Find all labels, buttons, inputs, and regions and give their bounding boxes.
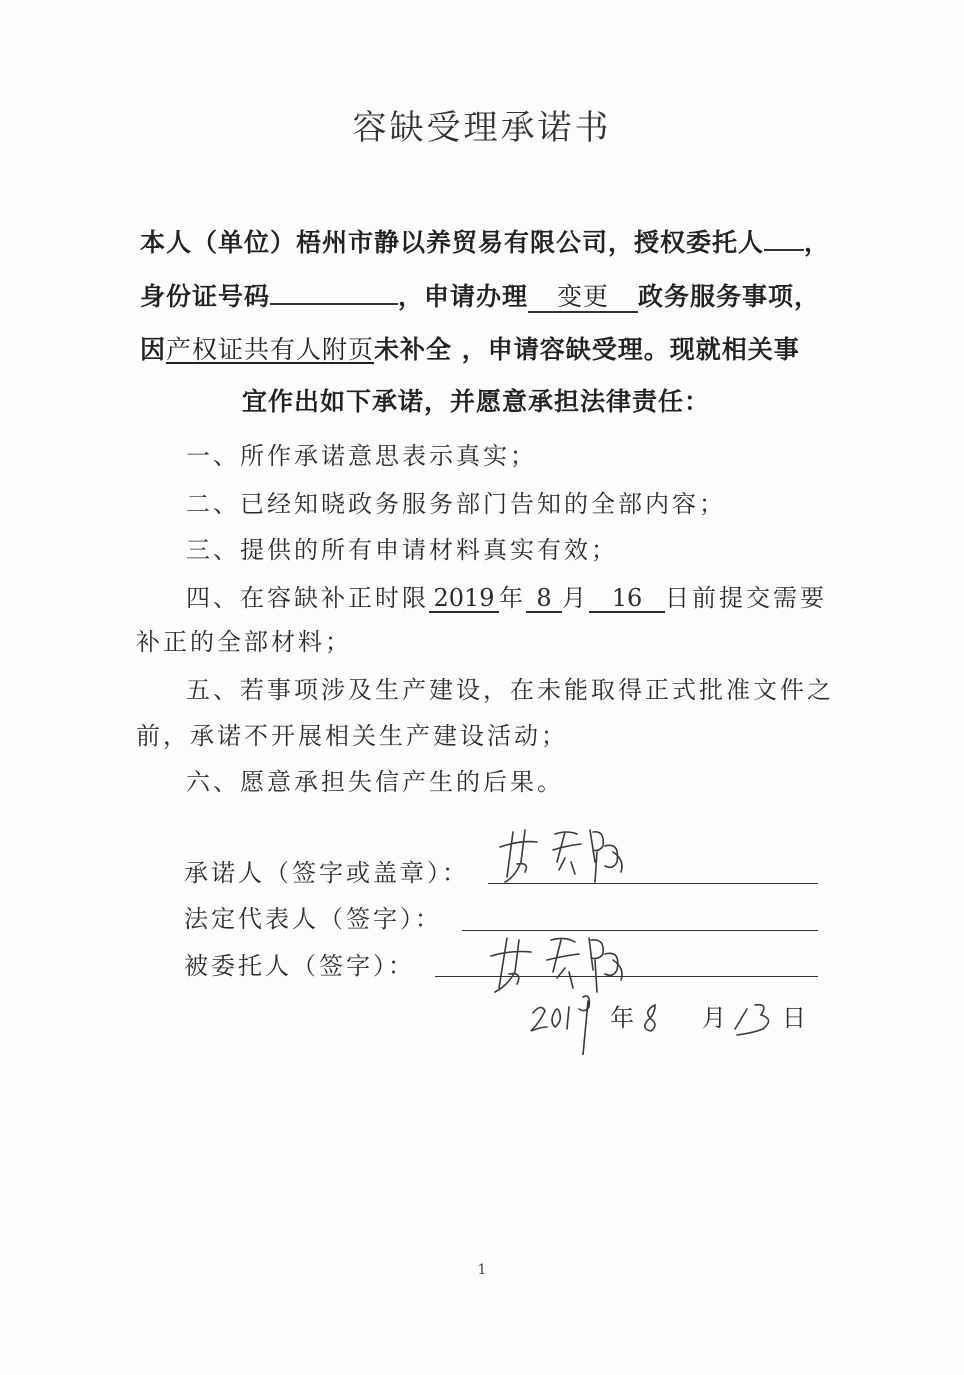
legal-representative-label: 法定代表人（签字）：	[184, 905, 442, 933]
intro-text: 因	[140, 335, 167, 364]
signature-year-label: 年	[610, 1004, 637, 1032]
signature-day-label: 日	[782, 1004, 809, 1032]
commitment-3: 三、提供的所有申请材料真实有效；	[186, 536, 618, 564]
intro-text: 本人（单位）梧州市静以养贸易有限公司，授权委托人	[140, 228, 765, 257]
promisor-signature	[495, 822, 655, 892]
intro-text: 身份证号码	[140, 282, 271, 311]
intro-text: ，	[804, 228, 831, 257]
intro-text: ，申请办理	[398, 282, 529, 311]
commitment-4-cont: 补正的全部材料；	[136, 628, 352, 656]
signature-date	[525, 985, 815, 1055]
document-title: 容缺受理承诺书	[352, 108, 612, 148]
commitment-text: 四、在容缺补正时限	[186, 584, 429, 612]
commitment-5: 五、若事项涉及生产建设，在未能取得正式批准文件之	[186, 676, 834, 704]
commitment-1: 一、所作承诺意思表示真实；	[186, 442, 537, 470]
deadline-month: 8	[526, 585, 562, 613]
deadline-year: 2019	[429, 585, 499, 613]
intro-line-4: 宜作出如下承诺，并愿意承担法律责任：	[242, 387, 711, 416]
commitment-text: 日前提交需要	[665, 584, 827, 612]
page-number: 1	[477, 1262, 487, 1278]
intro-text: 政务服务事项，	[638, 282, 821, 311]
service-item-field: 变更	[528, 283, 638, 313]
commitment-5-cont: 前，承诺不开展相关生产建设活动；	[136, 722, 568, 750]
missing-material-reason: 产权证共有人附页	[166, 335, 375, 364]
intro-line-1	[140, 223, 830, 259]
month-label: 月	[562, 584, 589, 612]
commitment-6: 六、愿意承担失信产生的后果。	[186, 768, 564, 796]
commitment-4	[186, 578, 827, 613]
commitment-2: 二、已经知晓政务服务部门告知的全部内容；	[186, 490, 726, 518]
intro-line-2	[140, 277, 820, 313]
signature-month-label: 月	[702, 1004, 729, 1032]
promisor-label: 承诺人（签字或盖章）：	[184, 859, 469, 887]
intro-text: 未补全 ，申请容缺受理。现就相关事	[374, 335, 800, 364]
entrusted-person-blank	[764, 249, 804, 251]
year-label: 年	[499, 584, 526, 612]
intro-line-3	[140, 330, 800, 366]
entrusted-person-label: 被委托人（签字）：	[184, 952, 415, 980]
deadline-day: 16	[589, 585, 665, 613]
id-number-blank	[270, 303, 398, 305]
